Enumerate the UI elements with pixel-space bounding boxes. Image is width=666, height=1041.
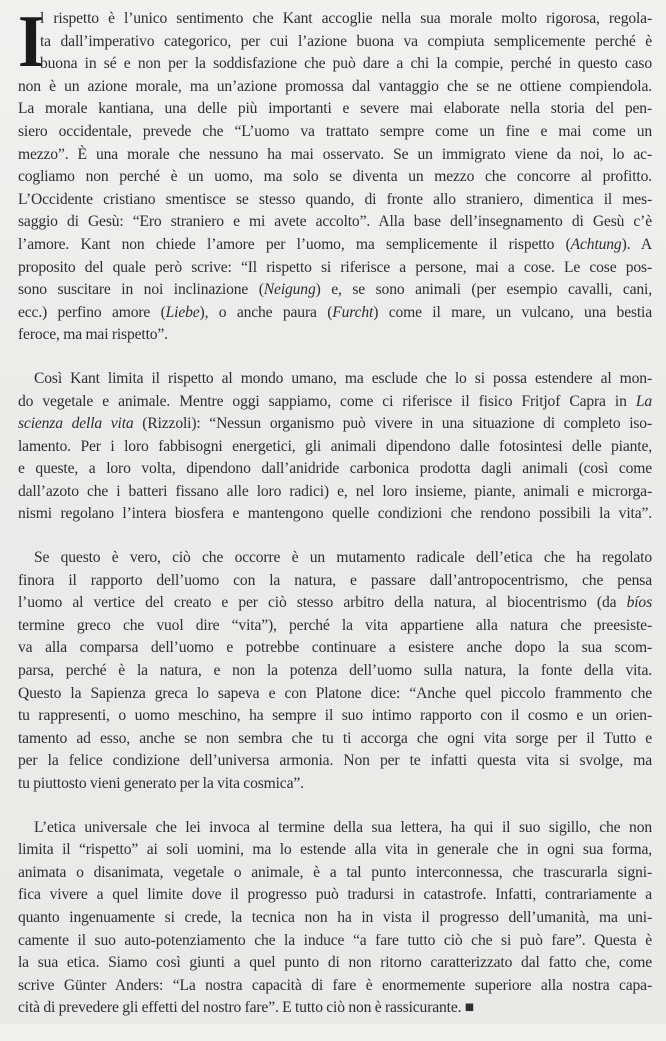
- text-segment: l’amore. Kant non chiede l’amore per l’uomo, ma semplicemente il rispetto (: [18, 235, 571, 253]
- text-line: [18, 592, 652, 615]
- text-segment: ) e, se sono animali (per esempio cavalli, cani,: [315, 281, 652, 299]
- italic-term: scienza della vita: [18, 415, 134, 433]
- text-line: [18, 817, 652, 840]
- text-segment: animata o disanimata, vegetale o animale, è a tal punto interconnessa, che trascurarla signi-: [18, 863, 652, 881]
- text-segment: la sua etica. Siamo così giunti a quel punto di non ritorno caratterizzato dal fatto che, come: [18, 954, 652, 972]
- text-segment: non è un azione morale, ma un’azione promossa dal vantaggio che se ne ottiene compiendola.: [18, 77, 652, 95]
- article-body: [18, 1, 652, 1041]
- text-line: [18, 8, 652, 31]
- text-segment: ). A: [621, 235, 652, 253]
- italic-term: La: [635, 392, 652, 410]
- text-segment: do vegetale e animale. Mentre oggi sappiamo, come ci riferisce il fisico Fritjof Capra in: [18, 392, 636, 410]
- text-segment: tu piuttosto vieni generato per la vita cosmica”.: [18, 775, 304, 792]
- text-segment: lamento. Per i loro fabbisogni energetici, gli animali dipendono dalle fotosintesi delle piante,: [18, 437, 652, 455]
- text-line: [18, 391, 652, 414]
- italic-term: Neigung: [263, 281, 316, 299]
- text-segment: camente il suo auto-potenziamento che la induce “a fare tutto ciò che si può fare”. Questa è: [18, 931, 652, 949]
- italic-term: Achtung: [570, 235, 622, 253]
- text-segment: quanto ingenuamente si crede, la tecnica non ha in vista il progresso dell’umanità, ma uni-: [18, 908, 652, 926]
- text-segment: e queste, a loro volta, dipendono dall’anidride carbonica prodotta dagli animali (così come: [18, 460, 652, 478]
- text-segment: va alla comparsa dell’uomo e potrebbe continuare a esistere anche dopo la sua scom-: [18, 639, 652, 657]
- text-line: [18, 907, 652, 930]
- text-line: [18, 189, 652, 212]
- text-line: [18, 436, 652, 459]
- text-segment: l’uomo al vertice del creato e per ciò stesso arbitro della natura, al biocentrismo (da: [18, 594, 627, 612]
- text-line: [18, 975, 652, 998]
- text-segment: tamento ad esso, anche se non sembra che tu ti accorga che ogni vita sorge per il Tutto e: [18, 729, 652, 747]
- text-segment: feroce, ma mai rispetto”.: [18, 326, 168, 344]
- text-segment: nismi regolano l’intera biosfera e mantengono quelle condizioni che rendono possibili la vita”.: [18, 505, 652, 523]
- text-segment: ) come il mare, un vulcano, una bestia: [373, 303, 652, 321]
- text-line: [18, 570, 652, 593]
- text-line: [18, 302, 652, 325]
- text-segment: parsa, perché è la natura, e non la potenza dell’uomo sulla natura, la fonte della vita.: [18, 662, 652, 680]
- text-segment: ta dall’imperativo categorico, per cui l’azione buona va compiuta semplicemente perché è: [40, 32, 652, 50]
- text-line: [18, 144, 652, 167]
- text-line: [18, 930, 652, 953]
- text-line: [18, 547, 652, 570]
- text-line: [18, 952, 652, 975]
- text-line: [18, 121, 652, 144]
- text-segment: sono suscitare in noi inclinazione (: [18, 281, 264, 299]
- text-line: [18, 257, 652, 280]
- text-line: [18, 862, 652, 885]
- text-line: [18, 660, 652, 683]
- text-segment: buona in sé e non per la soddisfazione che può dare a chi la compie, perché in questo caso: [40, 55, 652, 73]
- text-line: [18, 481, 652, 504]
- text-segment: termine greco che vuol dire “vita”), perché la vita appartiene alla natura che preesiste-: [18, 616, 652, 634]
- text-line: [18, 76, 652, 99]
- paragraph: [18, 1, 652, 347]
- text-segment: siero occidentale, prevede che “L’uomo va trattato sempre come un fine e mai come un: [18, 122, 652, 140]
- text-line: [18, 705, 652, 728]
- text-segment: dall’azoto che i batteri fissano alle loro radici) e, nel loro insieme, piante, animali e microrga-: [18, 482, 652, 500]
- text-line: [18, 503, 652, 526]
- text-segment: L’etica universale che lei invoca al termine della sua lettera, ha qui il suo sigillo, che non: [34, 818, 652, 836]
- drop-cap: I: [18, 1, 44, 83]
- text-line: [18, 615, 652, 638]
- text-segment: saggio di Gesù: “Ero straniero e mi avete accolto”. Alla base dell’insegnamento di Gesù c’è: [18, 213, 652, 231]
- text-segment: Così Kant limita il rispetto al mondo umano, ma esclude che lo si possa estendere al mon-: [34, 369, 652, 387]
- text-line: [18, 839, 652, 862]
- text-line: [18, 166, 652, 189]
- italic-term: Liebe: [165, 303, 200, 321]
- text-line: [18, 458, 652, 481]
- text-segment: l rispetto è l’unico sentimento che Kant accoglie nella sua morale molto rigorosa, regola-: [40, 10, 652, 27]
- text-line: [18, 728, 652, 751]
- text-line: [18, 773, 652, 796]
- text-line: [18, 98, 652, 121]
- text-segment: fica vivere a quel limite dove il progresso può tradursi in catastrofe. Infatti, contrariamente a: [18, 886, 652, 904]
- text-line: [18, 413, 652, 436]
- text-segment: mezzo”. È una morale che nessuno ha mai osservato. Se un immigrato viene da noi, lo ac-: [18, 145, 652, 163]
- text-line: [18, 997, 652, 1020]
- text-segment: finora il rapporto dell’uomo con la natura, e passare dall’antropocentrismo, che pensa: [18, 571, 652, 589]
- text-segment: Questo la Sapienza greca lo sapeva e con Platone dice: “Anche quel piccolo frammento che: [18, 684, 652, 702]
- italic-term: Furcht: [332, 303, 374, 321]
- text-line: [18, 31, 652, 54]
- text-segment: La morale kantiana, una delle più importanti e severe mai elaborate nella storia del pen-: [18, 100, 652, 118]
- text-line: [18, 637, 652, 660]
- text-segment: ), o anche paura (: [199, 303, 333, 321]
- text-line: [18, 211, 652, 234]
- paragraph: [18, 547, 652, 796]
- text-segment: per la felice condizione dell’universa armonia. Non per te infatti questa vita si svolge, ma: [18, 752, 652, 770]
- text-line: [18, 368, 652, 391]
- text-segment: scrive Günter Anders: “La nostra capacità di fare è enormemente superiore alla nostra capa-: [18, 976, 652, 994]
- text-segment: limita il “rispetto” ai soli uomini, ma lo estende alla vita in generale che in ogni sua forma,: [18, 841, 652, 859]
- italic-term: bíos: [626, 594, 652, 612]
- text-line: [18, 53, 652, 76]
- text-segment: cogliamo non perché è un uomo, ma solo se diventa un mezzo che concorre al profitto.: [18, 168, 652, 186]
- text-line: [18, 750, 652, 773]
- paragraph: [18, 368, 652, 526]
- text-segment: L’Occidente cristiano smentisce se stesso quando, di fronte allo straniero, dimentica il mes-: [18, 190, 652, 208]
- text-segment: ecc.) perfino amore (: [18, 303, 166, 321]
- text-line: [18, 683, 652, 706]
- text-line: [18, 884, 652, 907]
- paragraph: [18, 817, 652, 1020]
- text-segment: Se questo è vero, ciò che occorre è un mutamento radicale dell’etica che ha regolato: [34, 549, 652, 567]
- text-segment: tu rappresenti, o uomo meschino, ha sempre il suo intimo rapporto con il cosmo e un orien-: [18, 707, 652, 725]
- text-line: [18, 234, 652, 257]
- text-segment: cità di prevedere gli effetti del nostro fare”. E tutto ciò non è rassicurante. ■: [18, 999, 475, 1017]
- text-line: [18, 279, 652, 302]
- text-line: [18, 324, 652, 347]
- text-segment: (Rizzoli): “Nessun organismo può vivere in una situazione di completo iso-: [133, 415, 652, 433]
- text-segment: proposito del quale però scrive: “Il rispetto si riferisce a persone, mai a cose. Le cose pos-: [18, 258, 652, 276]
